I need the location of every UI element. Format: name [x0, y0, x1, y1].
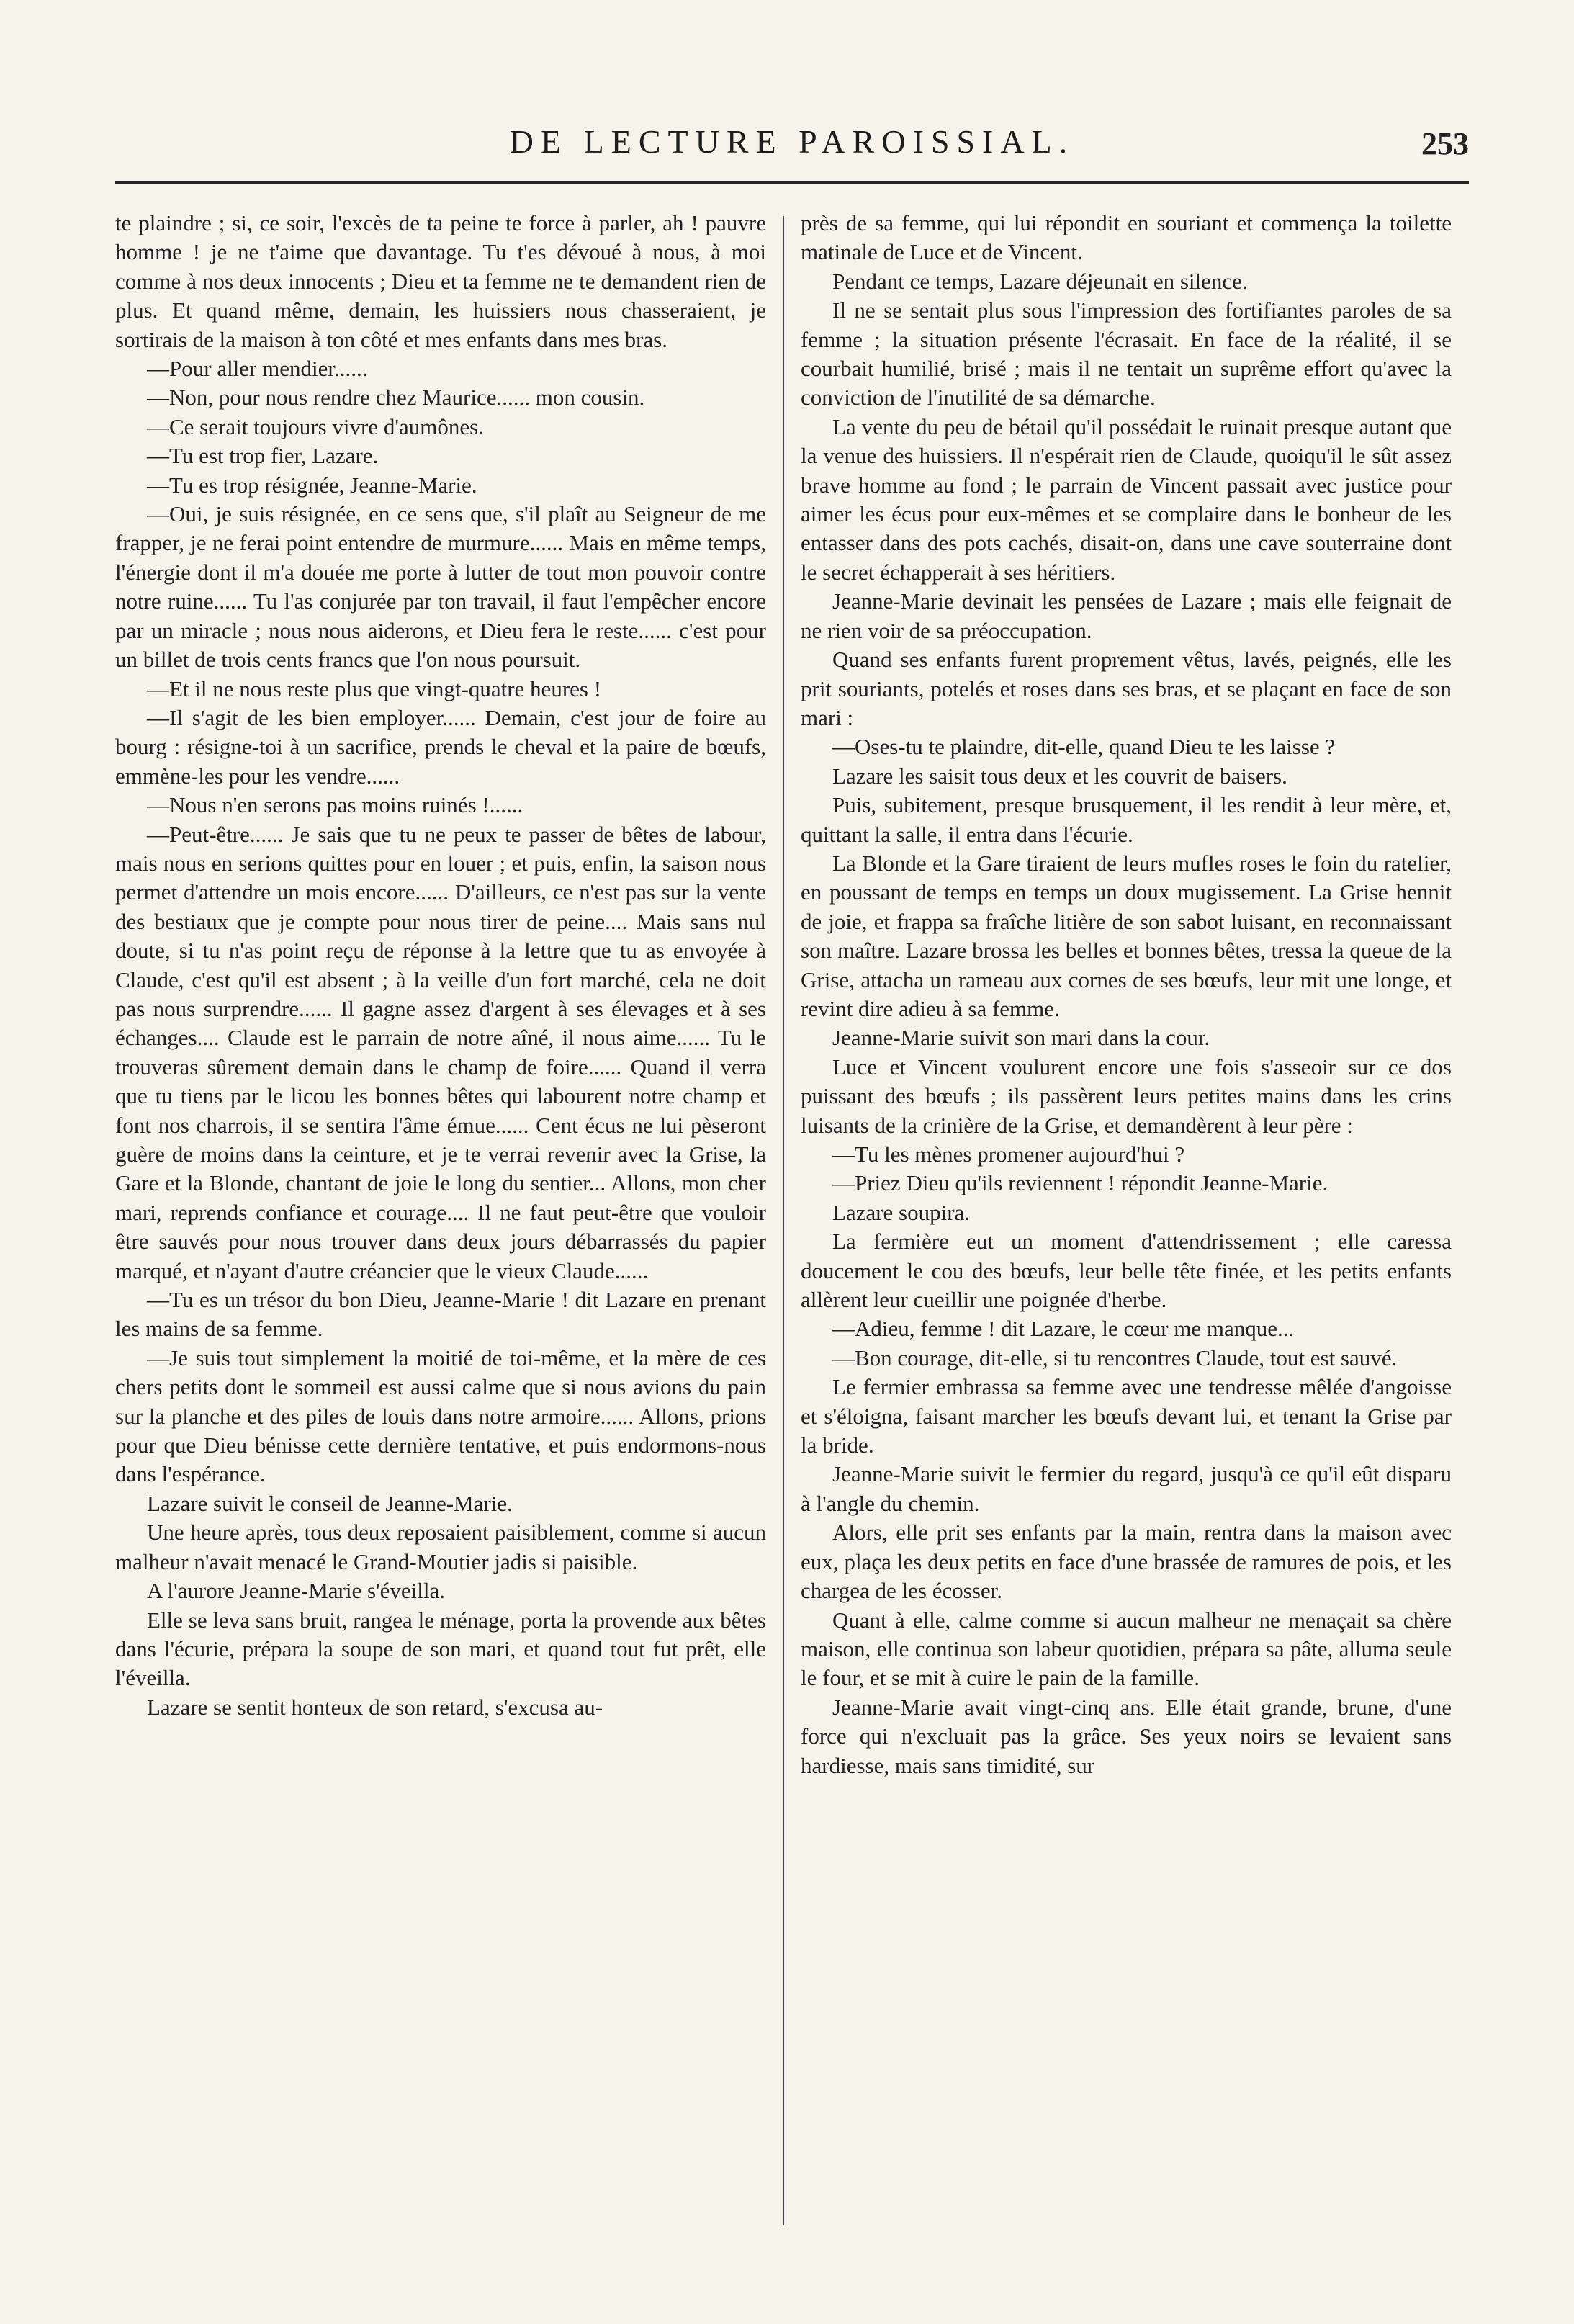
paragraph: —Oui, je suis résignée, en ce sens que, s'il plaît au Seigneur de me frapper, je ne ferai point entendre de murmure...... Mais en même temps, l'énergie dont il m'a douée me porte à lutter de tout mon pouvoir contre notre ruine...... Tu l'as conjurée par ton travail, il faut l'empêcher encore par un miracle ; nous nous aiderons, et Dieu fera le reste...... c'est pour un billet de trois cents francs que l'on nous poursuit.	[115, 501, 766, 673]
paragraph: —Tu es trop résignée, Jeanne-Marie.	[147, 472, 477, 498]
paragraph: —Tu les mènes promener aujourd'hui ?	[832, 1141, 1185, 1167]
column-divider	[783, 216, 784, 2225]
paragraph: —Tu est trop fier, Lazare.	[147, 443, 379, 469]
paragraph: Jeanne-Marie suivit le fermier du regard, jusqu'à ce qu'il eût disparu à l'angle du chemin.	[801, 1461, 1452, 1516]
paragraph: La fermière eut un moment d'attendrissement ; elle caressa doucement le cou des bœufs, leur belle tête finée, et les petits enfants allèrent leur cueillir une poignée d'herbe.	[801, 1229, 1452, 1313]
paragraph: Lazare soupira.	[832, 1199, 971, 1225]
paragraph: te plaindre ; si, ce soir, l'excès de ta peine te force à parler, ah ! pauvre homme ! je ne t'aime que davantage. Tu t'es dévoué à nous, à moi comme à nos deux innocents ; Dieu et ta femme ne te demandent rien de plus. Et quand même, demain, les huissiers nous chasseraient, je sortirais de la maison à ton côté et mes enfants dans mes bras.	[115, 210, 766, 352]
paragraph: Lazare se sentit honteux de son retard, s'excusa au-	[147, 1694, 603, 1720]
paragraph: —Adieu, femme ! dit Lazare, le cœur me manque...	[832, 1316, 1295, 1342]
paragraph: —Priez Dieu qu'ils reviennent ! répondit Jeanne-Marie.	[832, 1170, 1328, 1196]
paragraph: Puis, subitement, presque brusquement, il les rendit à leur mère, et, quittant la salle, il entra dans l'écurie.	[801, 792, 1452, 847]
paragraph: —Peut-être...... Je sais que tu ne peux te passer de bêtes de labour, mais nous en serions quittes pour en louer ; et puis, enfin, la saison nous permet d'attendre un mois encore...... D'ailleurs, ce n'est pas sur la vente des bestiaux que je compte pour nous tirer de peine.... Mais sans nul doute, si tu n'as point reçu de réponse à la lettre que tu as envoyée à Claude, c'est qu'il est absent ; à la veille d'un fort marché, cela ne doit pas nous surprendre...... Il gagne assez d'argent à ses élevages et à ses échanges.... Claude est le parrain de notre aîné, il nous aime...... Tu le trouveras sûrement demain dans le champ de foire...... Quand il verra que tu tiens par le licou les bonnes bêtes qui labourent notre champ et font nos charrois, il se sentira l'âme émue...... Cent écus ne lui pèseront guère de moins dans la ceinture, et je te verrai revenir avec la Grise, la Gare et la Blonde, chantant de joie le long du sentier... Allons, mon cher mari, reprends confiance et courage.... Il ne faut peut-être que vouloir être sauvés pour nous trouver dans deux jours débarrassés du papier marqué, et n'ayant d'autre créancier que le vieux Claude......	[115, 821, 766, 1283]
paragraph: —Ce serait toujours vivre d'aumônes.	[147, 413, 484, 439]
paragraph: Quant à elle, calme comme si aucun malheur ne menaçait sa chère maison, elle continua son labeur quotidien, prépara sa pâte, alluma seule le four, et se mit à cuire le pain de la famille.	[801, 1607, 1452, 1691]
paragraph: —Tu es un trésor du bon Dieu, Jeanne-Marie ! dit Lazare en prenant les mains de sa femme.	[115, 1287, 766, 1342]
paragraph: Quand ses enfants furent proprement vêtus, lavés, peignés, elle les prit souriants, potelés et roses dans ses bras, et se plaçant en face de son mari :	[801, 647, 1452, 730]
paragraph: Lazare suivit le conseil de Jeanne-Marie.	[147, 1490, 513, 1516]
paragraph: —Il s'agit de les bien employer...... Demain, c'est jour de foire au bourg : résigne-toi à un sacrifice, prends le cheval et la paire de bœufs, emmène-les pour les vendre......	[115, 704, 766, 789]
paragraph: Le fermier embrassa sa femme avec une tendresse mêlée d'angoisse et s'éloigna, faisant marcher les bœufs devant lui, et tenant la Grise par la bride.	[801, 1374, 1452, 1458]
paragraph: La Blonde et la Gare tiraient de leurs mufles roses le foin du ratelier, en poussant de temps en temps un doux mugissement. La Grise hennit de joie, et frappa sa fraîche litière de son sabot luisant, en reconnaissant son maître. Lazare brossa les belles et bonnes bêtes, tressa la queue de la Grise, attacha un rameau aux cornes de ses bœufs, leur mit une longe, et revint dire adieu à sa femme.	[801, 850, 1452, 1021]
left-column	[115, 209, 766, 1722]
paragraph: Jeanne-Marie avait vingt-cinq ans. Elle était grande, brune, d'une force qui n'excluait pas la grâce. Ses yeux noirs se levaient sans hardiesse, mais sans timidité, sur	[801, 1694, 1452, 1778]
paragraph: —Non, pour nous rendre chez Maurice...... mon cousin.	[147, 385, 645, 410]
paragraph: Alors, elle prit ses enfants par la main, rentra dans la maison avec eux, plaça les deux petits en face d'une brassée de ramures de pois, et les chargea de les écosser.	[801, 1520, 1452, 1604]
paragraph: —Et il ne nous reste plus que vingt-quatre heures !	[147, 676, 602, 701]
paragraph: La vente du peu de bétail qu'il possédait le ruinait presque autant que la venue des huissiers. Il n'espérait rien de Claude, quoiqu'il le sût assez brave homme au fond ; le parrain de Vincent passait avec justice pour aimer les écus pour eux-mêmes et se complaire dans le bonheur de les entasser dans des pots cachés, disait-on, dans une cave souterraine dont le secret échapperait à ses héritiers.	[801, 413, 1452, 585]
paragraph: Jeanne-Marie devinait les pensées de Lazare ; mais elle feignait de ne rien voir de sa préoccupation.	[801, 588, 1452, 643]
paragraph: —Nous n'en serons pas moins ruinés !......	[147, 792, 523, 818]
running-header	[115, 108, 1469, 166]
paragraph: —Pour aller mendier......	[147, 356, 368, 382]
paragraph: Elle se leva sans bruit, rangea le ménage, porta la provende aux bêtes dans l'écurie, prépara la soupe de son mari, et quand tout fut prêt, elle l'éveilla.	[115, 1607, 766, 1691]
paragraph: —Oses-tu te plaindre, dit-elle, quand Dieu te les laisse ?	[832, 734, 1336, 760]
paragraph: Luce et Vincent voulurent encore une fois s'asseoir sur ce dos puissant des bœufs ; ils passèrent leurs petites mains dans les crins luisants de la crinière de la Grise, et demandèrent à leur père :	[801, 1054, 1452, 1138]
paragraph: Lazare les saisit tous deux et les couvrit de baisers.	[832, 763, 1287, 789]
header-rule	[115, 181, 1469, 184]
page-number: 253	[1421, 126, 1469, 161]
right-column	[801, 209, 1452, 1780]
paragraph: Jeanne-Marie suivit son mari dans la cour.	[832, 1025, 1210, 1051]
paragraph: —Je suis tout simplement la moitié de toi-même, et la mère de ces chers petits dont le sommeil est aussi calme que si nous avions du pain sur la planche et des piles de louis dans notre armoire...... Allons, prions pour que Dieu bénisse cette dernière tentative, et puis endormons-nous dans l'espérance.	[115, 1345, 766, 1487]
paragraph: Il ne se sentait plus sous l'impression des fortifiantes paroles de sa femme ; la situation présente l'écrasait. En face de la réalité, il se courbait humilié, brisé ; mais il ne tentait un suprême effort qu'avec la conviction de l'inutilité de sa démarche.	[801, 297, 1452, 410]
paragraph: A l'aurore Jeanne-Marie s'éveilla.	[147, 1578, 445, 1604]
paragraph: —Bon courage, dit-elle, si tu rencontres Claude, tout est sauvé.	[832, 1345, 1398, 1370]
paragraph: Pendant ce temps, Lazare déjeunait en silence.	[832, 268, 1248, 294]
paragraph: Une heure après, tous deux reposaient paisiblement, comme si aucun malheur n'avait menacé le Grand-Moutier jadis si paisible.	[115, 1520, 766, 1574]
header-title: DE LECTURE PAROISSIAL.	[509, 123, 1075, 160]
paragraph: près de sa femme, qui lui répondit en souriant et commença la toilette matinale de Luce et de Vincent.	[801, 210, 1452, 265]
